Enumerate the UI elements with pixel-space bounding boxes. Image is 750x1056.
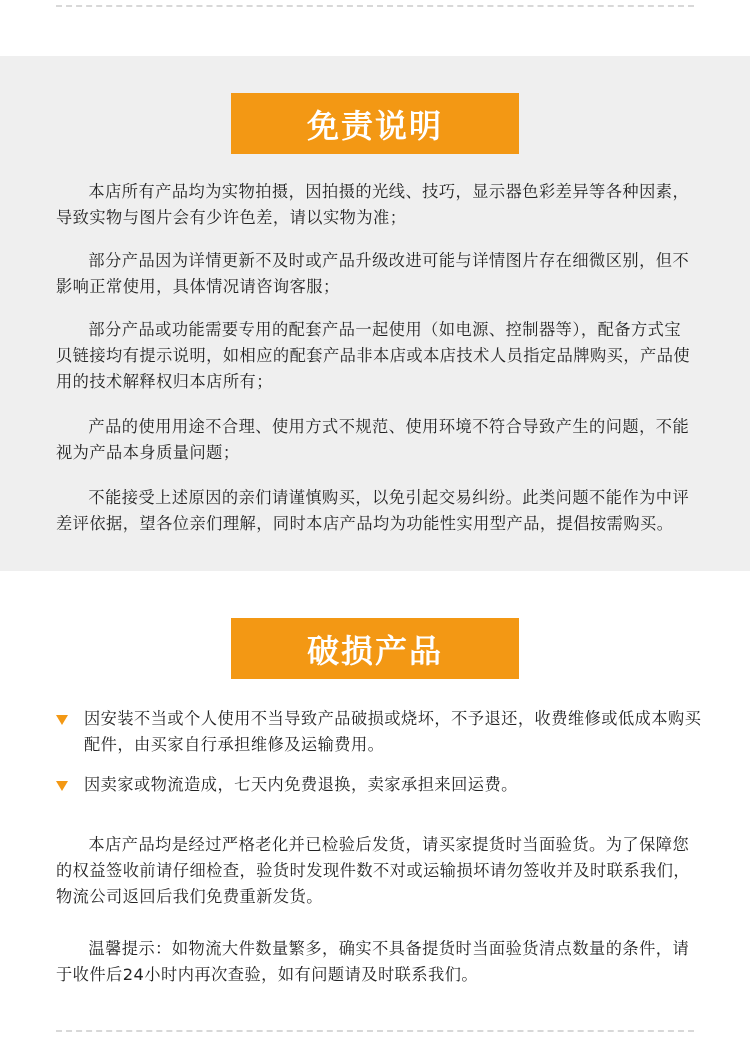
damage-bullet-1 (56, 706, 706, 758)
disclaimer-paragraph-4: 产品的使用用途不合理、使用方式不规范、使用环境不符合导致产生的问题，不能视为产品本身质量问题； (56, 417, 690, 462)
disclaimer-paragraph-5: 不能接受上述原因的亲们请谨慎购买，以免引起交易纠纷。此类问题不能作为中评差评依据，望各位亲们理解，同时本店产品均为功能性实用型产品，提倡按需购买。 (56, 488, 690, 533)
top-dashed-divider (56, 5, 694, 7)
triangle-bullet-icon (56, 715, 68, 725)
damage-paragraph-2: 温馨提示：如物流大件数量繁多，确实不具备提货时当面验货清点数量的条件，请于收件后24小时内再次查验，如有问题请及时联系我们。 (56, 939, 690, 984)
disclaimer-paragraph-3: 部分产品或功能需要专用的配套产品一起使用（如电源、控制器等），配备方式宝贝链接均有提示说明，如相应的配套产品非本店或本店技术人员指定品牌购买，产品使用的技术解释权归本店所有； (56, 320, 691, 391)
disclaimer-paragraph-1: 本店所有产品均为实物拍摄，因拍摄的光线、技巧，显示器色彩差异等各种因素，导致实物与图片会有少许色差，请以实物为准； (56, 182, 690, 227)
triangle-bullet-icon (56, 781, 68, 791)
damage-title: 破损产品 (231, 618, 519, 679)
damage-bullet-text: 因卖家或物流造成，七天内免费退换，卖家承担来回运费。 (84, 775, 518, 794)
damage-bullet-2 (56, 772, 706, 798)
bottom-dashed-divider (56, 1030, 694, 1032)
damage-paragraph-1: 本店产品均是经过严格老化并已检验后发货，请买家提货时当面验货。为了保障您的权益签收前请仔细检查，验货时发现件数不对或运输损坏请勿签收并及时联系我们，物流公司返回后我们免费重新发货。 (56, 835, 691, 906)
damage-bullet-text: 因安装不当或个人使用不当导致产品破损或烧坏，不予退还，收费维修或低成本购买配件，由买家自行承担维修及运输费用。 (84, 709, 702, 754)
disclaimer-title: 免责说明 (231, 93, 519, 154)
disclaimer-paragraph-2: 部分产品因为详情更新不及时或产品升级改进可能与详情图片存在细微区别，但不影响正常使用，具体情况请咨询客服； (56, 251, 690, 296)
